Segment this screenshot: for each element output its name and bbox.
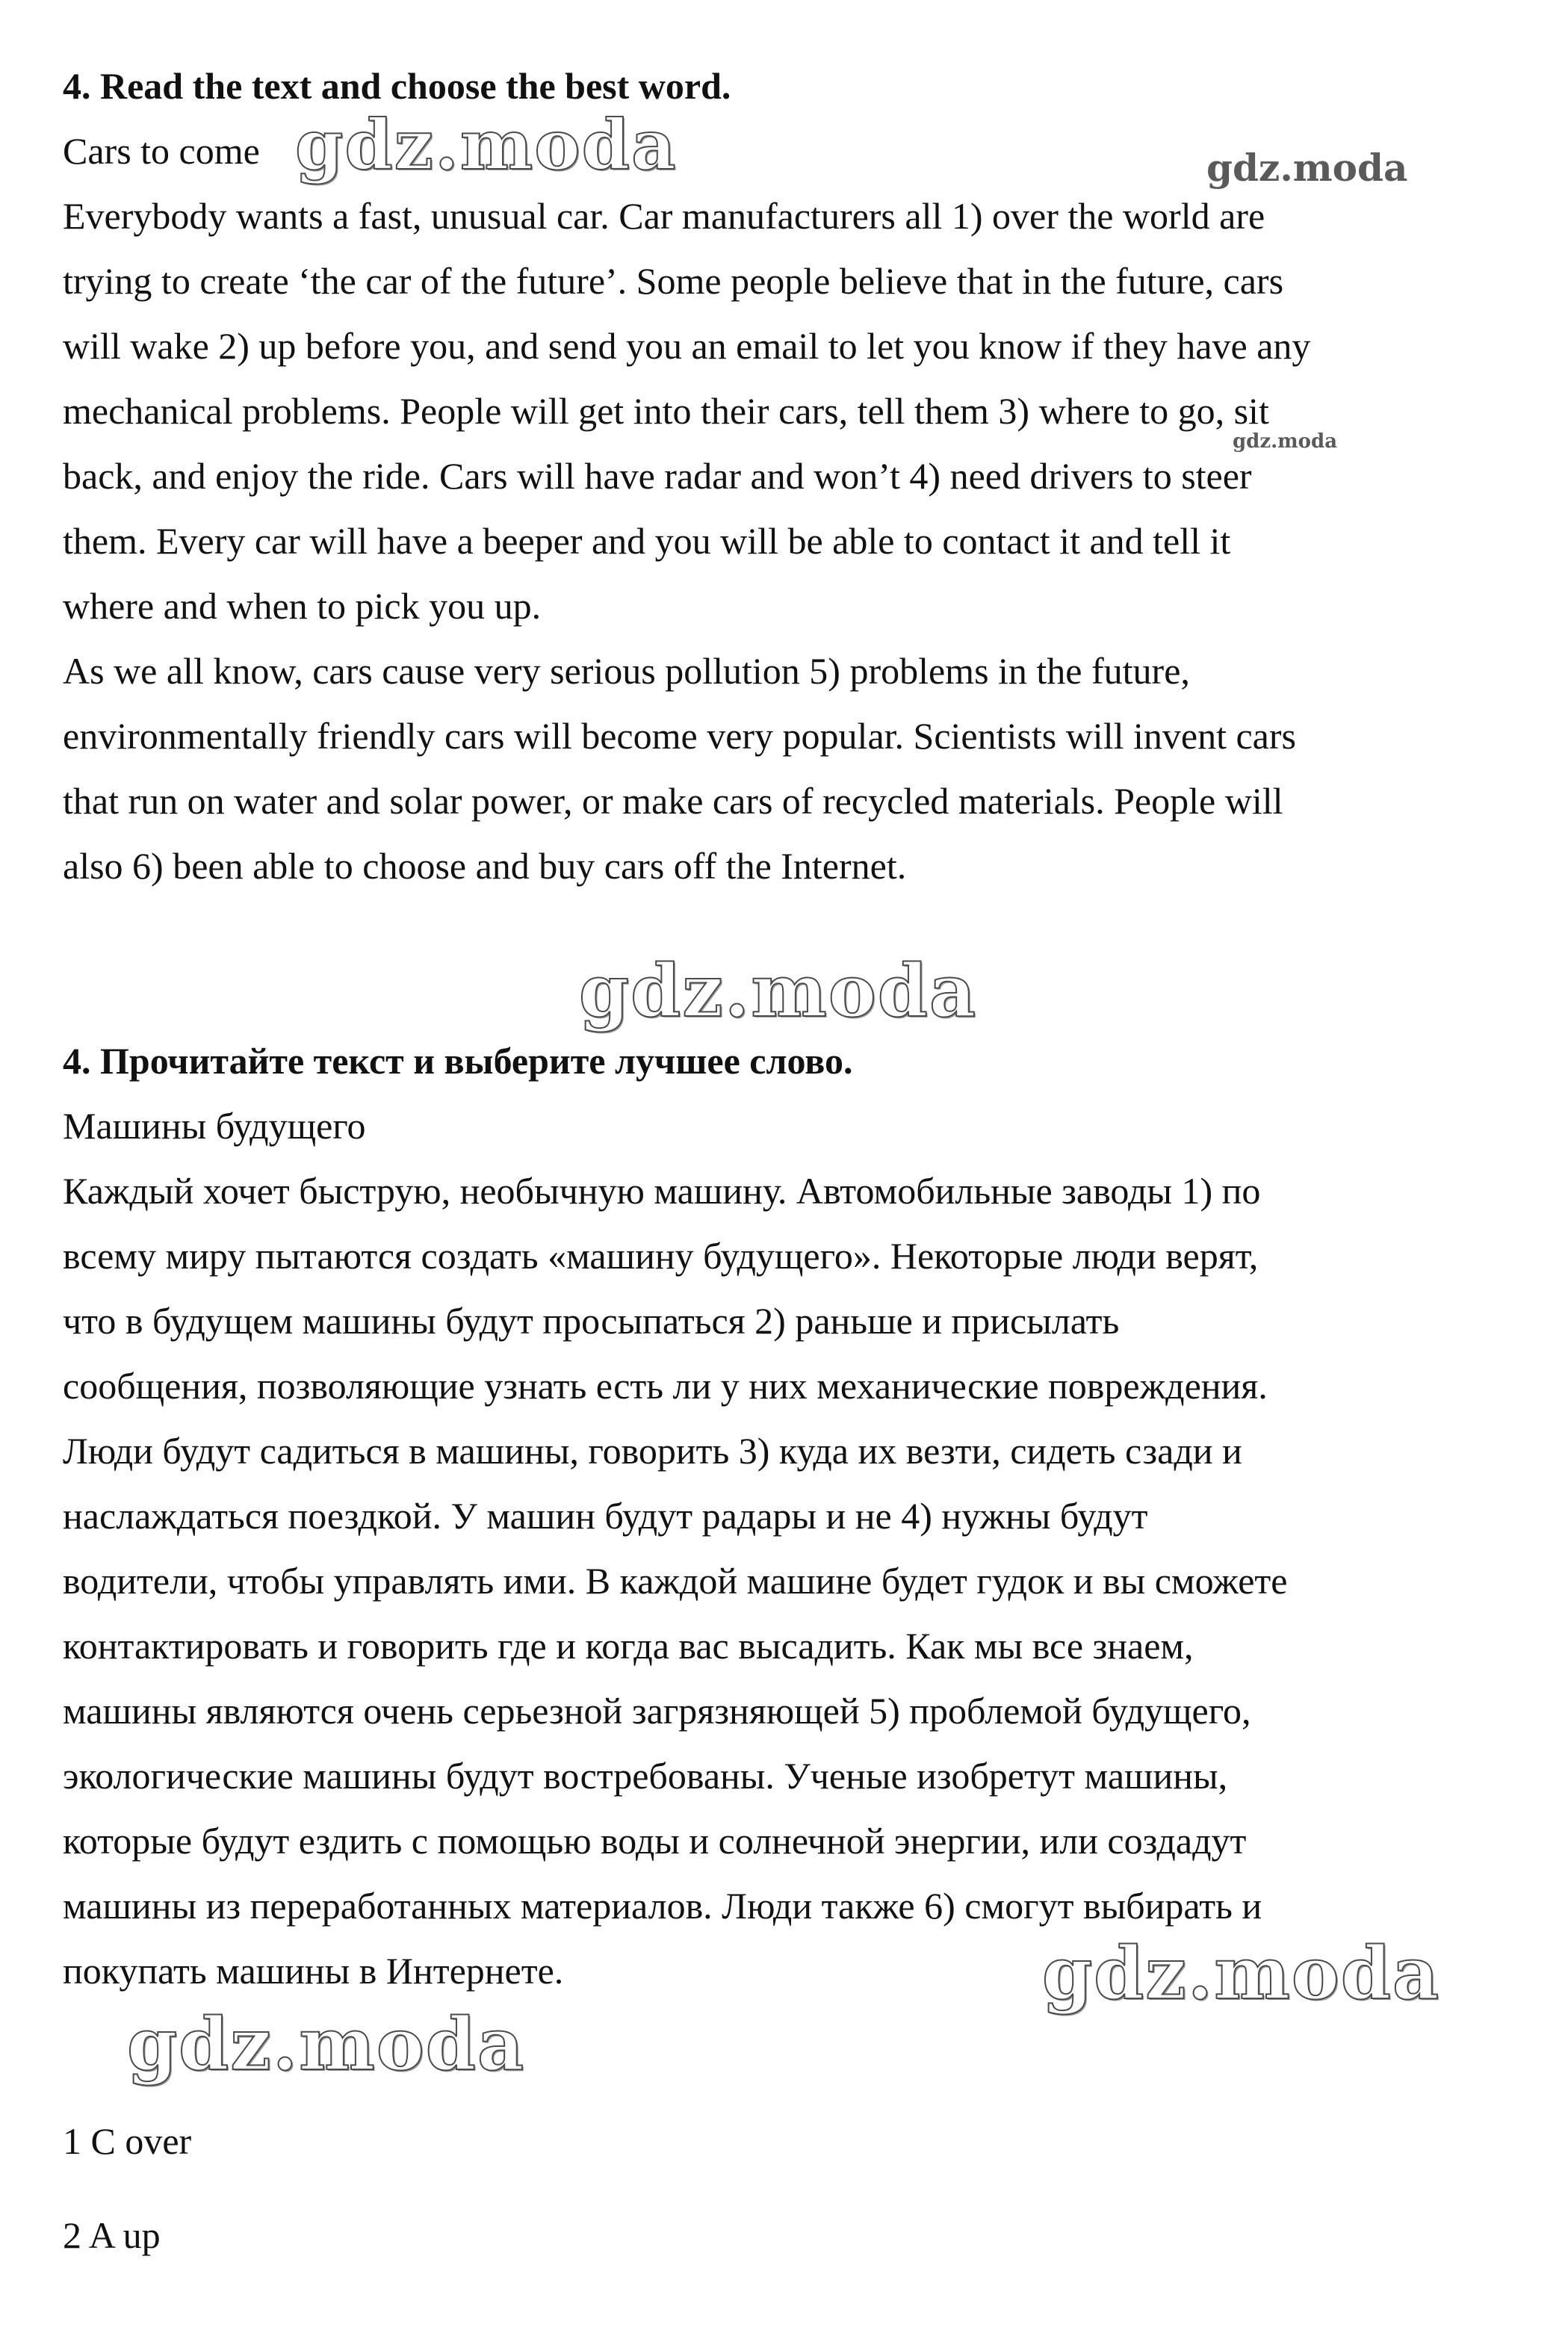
russian-line: наслаждаться поездкой. У машин будут радары и не 4) нужны будут <box>63 1495 1148 1537</box>
english-line: also 6) been able to choose and buy cars off the Internet. <box>63 845 907 887</box>
watermark-logo: gdz.moda <box>1042 1931 1441 2016</box>
russian-line: машины из переработанных материалов. Люди также 6) смогут выбирать и <box>63 1885 1262 1927</box>
russian-line: машины являются очень серьезной загрязняющей 5) проблемой будущего, <box>63 1690 1251 1732</box>
english-line: them. Every car will have a beeper and you will be able to contact it and tell it <box>63 520 1231 562</box>
watermark-logo: gdz.moda <box>1206 146 1408 190</box>
watermark-logo: gdz.moda <box>579 949 978 1033</box>
english-line: environmentally friendly cars will become very popular. Scientists will invent cars <box>63 715 1296 757</box>
russian-line: контактировать и говорить где и когда вас высадить. Как мы все знаем, <box>63 1625 1194 1667</box>
russian-line: экологические машины будут востребованы. Ученые изобретут машины, <box>63 1755 1228 1797</box>
english-line: trying to create ‘the car of the future’. Some people believe that in the future, cars <box>63 260 1284 302</box>
russian-line: водители, чтобы управлять ими. В каждой машине будет гудок и вы сможете <box>63 1560 1288 1602</box>
english-heading: 4. Read the text and choose the best word. <box>63 65 731 107</box>
english-line: As we all know, cars cause very serious pollution 5) problems in the future, <box>63 650 1190 692</box>
russian-line: Люди будут садиться в машины, говорить 3) куда их везти, сидеть сзади и <box>63 1430 1242 1472</box>
russian-title: Машины будущего <box>63 1105 366 1147</box>
english-title: Cars to come <box>63 130 260 172</box>
watermark-logo: gdz.moda <box>127 2002 526 2087</box>
russian-line: сообщения, позволяющие узнать есть ли у них механические повреждения. <box>63 1365 1268 1407</box>
english-line: back, and enjoy the ride. Cars will have radar and won’t 4) need drivers to steer <box>63 455 1252 497</box>
russian-line: что в будущем машины будут просыпаться 2) раньше и присылать <box>63 1300 1120 1342</box>
russian-heading: 4. Прочитайте текст и выберите лучшее слово. <box>63 1040 853 1082</box>
english-line: mechanical problems. People will get into their cars, tell them 3) where to go, sit <box>63 390 1269 432</box>
english-line: that run on water and solar power, or make cars of recycled materials. People will <box>63 780 1283 822</box>
english-line: will wake 2) up before you, and send you an email to let you know if they have any <box>63 325 1311 367</box>
english-line: where and when to pick you up. <box>63 585 542 627</box>
russian-line: которые будут ездить с помощью воды и солнечной энергии, или создадут <box>63 1820 1247 1862</box>
russian-line: Каждый хочет быструю, необычную машину. Автомобильные заводы 1) по <box>63 1170 1261 1212</box>
english-line: Everybody wants a fast, unusual car. Car manufacturers all 1) over the world are <box>63 195 1265 237</box>
russian-line: покупать машины в Интернете. <box>63 1950 564 1992</box>
russian-line: всему миру пытаются создать «машину будущего». Некоторые люди верят, <box>63 1235 1259 1277</box>
answer-list <box>63 2119 191 2307</box>
answer-item: 1 C over <box>63 2120 192 2162</box>
answer-item: 2 A up <box>63 2214 161 2256</box>
watermark-logo: gdz.moda <box>1233 430 1338 453</box>
watermark-logo: gdz.moda <box>295 105 678 185</box>
